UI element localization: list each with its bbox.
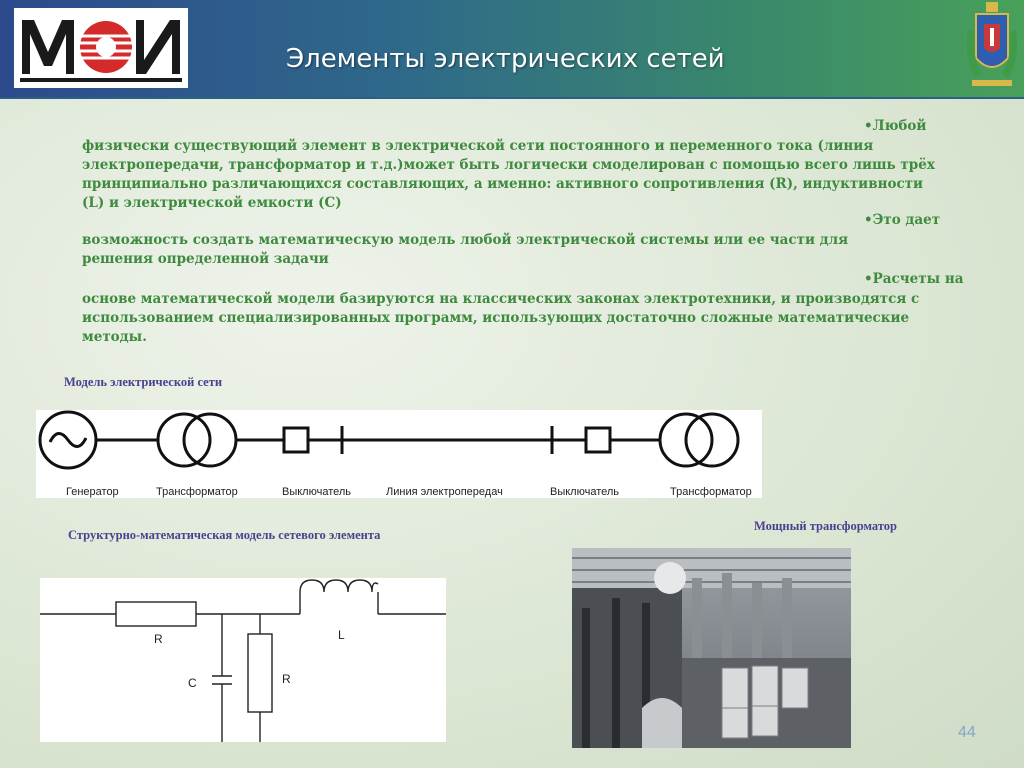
coat-of-arms-icon	[962, 0, 1022, 92]
page-number: 44	[958, 724, 976, 741]
circuit-model-diagram	[40, 578, 446, 742]
label-l: L	[338, 628, 345, 642]
circuit-model-caption: Структурно-математическая модель сетевого элемента	[68, 528, 381, 542]
label-transformer-2: Трансформатор	[670, 486, 752, 498]
label-c: C	[188, 676, 197, 690]
bullet-1-text: физически существующий элемент в электрической сети постоянного и переменного тока (линия электропередачи, трансформатор и т.д.)может быть логически смоделирован с помощью всего лишь трёх принципиально различающихся составляющих, а именно: активного сопротивления (R), индуктивности (L) и электрической емкости (C)	[82, 138, 935, 211]
label-power-line: Линия электропередач	[386, 486, 503, 498]
power-transformer-photo	[572, 548, 851, 748]
label-r2: R	[282, 672, 291, 686]
photo-caption: Мощный трансформатор	[754, 519, 897, 533]
network-model-diagram	[36, 410, 762, 498]
bullet-3-text: основе математической модели базируются на классических законах электротехники, и производятся с использованием специализированных программ, использующих достаточно сложные математические методы.	[82, 291, 920, 345]
slide-title: Элементы электрических сетей	[286, 44, 725, 74]
mei-logo	[14, 8, 188, 88]
bullet-3-lead: •Расчеты на	[864, 271, 964, 287]
bullet-1-lead: •Любой	[864, 118, 927, 134]
label-generator: Генератор	[66, 486, 119, 498]
slide-header	[0, 0, 1024, 99]
label-breaker-2: Выключатель	[550, 486, 620, 498]
label-transformer-1: Трансформатор	[156, 486, 238, 498]
bullet-2-text: возможность создать математическую модель любой электрической системы или ее части для решения определенной задачи	[82, 232, 849, 267]
network-model-caption: Модель электрической сети	[64, 375, 223, 389]
label-breaker-1: Выключатель	[282, 486, 352, 498]
bullet-2-lead: •Это дает	[864, 212, 941, 228]
label-r1: R	[154, 632, 163, 646]
